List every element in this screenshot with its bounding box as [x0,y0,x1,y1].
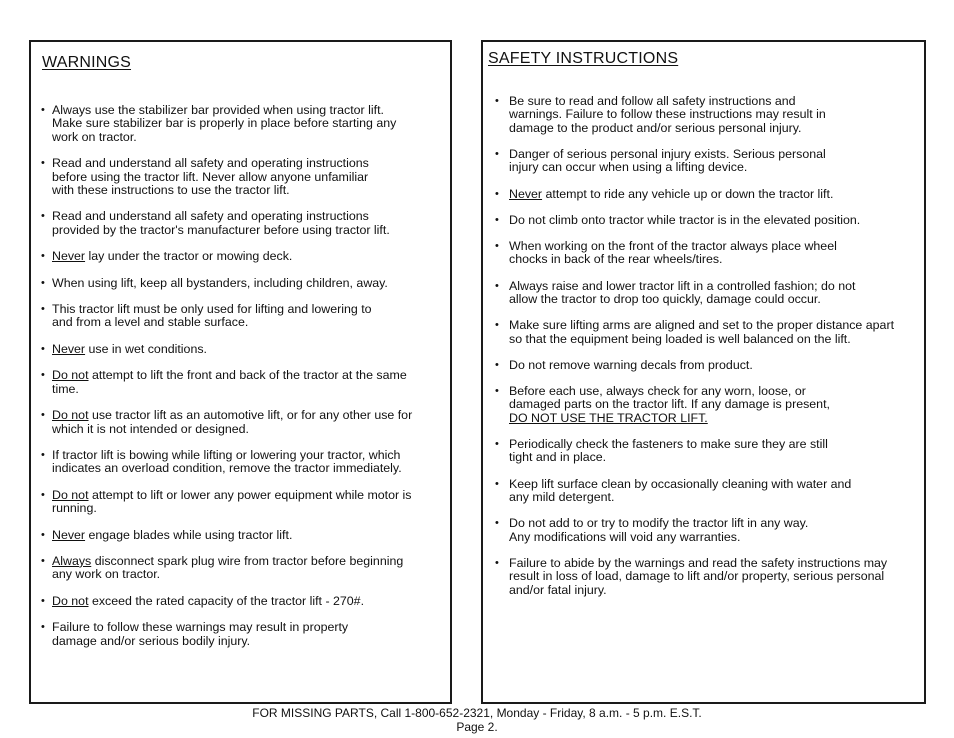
warning-item [41,303,444,330]
safety-instruction-item [495,240,920,267]
warning-item [41,250,444,263]
emphasis-lead: Never [52,341,86,356]
emphasis-lead: Never [52,249,86,264]
item-text: attempt to lift or lower any power equipment while motor is running. [52,487,412,516]
item-text: disconnect spark plug wire from tractor before beginning any work on tractor. [52,553,404,582]
warning-item [41,449,444,476]
item-text: Failure to follow these warnings may result in property damage and/or serious bodily injury. [52,620,349,648]
safety-instructions-list [495,95,920,610]
item-text: Read and understand all safety and operating instructions provided by the tractor's manufacturer before using tractor lift. [52,209,390,237]
item-text: When working on the front of the tractor always place wheel chocks in back of the rear wheels/tires. [509,239,837,267]
item-text: Keep lift surface clean by occasionally cleaning with water and any mild detergent. [509,476,852,505]
warning-item [41,409,444,436]
page-number: Page 2. [456,719,498,734]
warning-item [41,529,444,542]
emphasis-tail: DO NOT USE THE TRACTOR LIFT. [509,410,708,425]
item-text: This tractor lift must be only used for lifting and lowering to and from a level and stable surface. [52,302,372,330]
missing-parts-contact: FOR MISSING PARTS, Call 1-800-652-2321, Monday - Friday, 8 a.m. - 5 p.m. E.S.T. [252,706,702,720]
warning-item [41,157,444,197]
item-text: If tractor lift is bowing while lifting or lowering your tractor, which indicates an overload condition, remove the tractor immediately. [52,447,402,476]
item-text: use tractor lift as an automotive lift, or for any other use for which it is not intended or designed. [52,408,413,436]
warning-item [41,621,444,648]
warnings-list [41,104,444,661]
safety-instruction-item [495,359,920,372]
item-text: Read and understand all safety and operating instructions before using the tractor lift. Never allow anyone unfamiliar with these instructions to use the tractor lift. [52,156,369,198]
item-text: use in wet conditions. [85,341,207,356]
item-text: Always use the stabilizer bar provided when using tractor lift. Make sure stabilizer bar is properly in place before starting any work on tractor. [52,103,397,144]
safety-instruction-item [495,478,920,505]
safety-instruction-item [495,214,920,227]
warning-item [41,343,444,356]
warning-item [41,489,444,516]
emphasis-lead: Do not [52,593,89,608]
warning-item [41,369,444,396]
page-footer [0,707,954,734]
item-text: Make sure lifting arms are aligned and set to the proper distance apart so that the equipment being loaded is well balanced on the lift. [509,318,895,346]
warning-item [41,210,444,237]
item-text: Do not add to or try to modify the tractor lift in any way. Any modifications will void any warranties. [509,516,809,544]
emphasis-lead: Always [52,553,92,568]
safety-instruction-item [495,188,920,201]
item-text: Do not remove warning decals from product. [509,357,753,372]
safety-instruction-item [495,319,920,346]
safety-instruction-item [495,280,920,307]
item-text: lay under the tractor or mowing deck. [85,249,293,264]
emphasis-lead: Do not [52,487,89,502]
emphasis-lead: Never [52,527,86,542]
item-text: Always raise and lower tractor lift in a controlled fashion; do not allow the tractor to drop too quickly, damage could occur. [509,278,856,307]
item-text: attempt to ride any vehicle up or down the tractor lift. [542,186,834,201]
item-text: Danger of serious personal injury exists. Serious personal injury can occur when using a lifting device. [509,147,826,175]
warning-item [41,595,444,608]
item-text: engage blades while using tractor lift. [85,527,293,542]
emphasis-lead: Never [509,186,543,201]
safety-instruction-item [495,95,920,135]
item-text: When using lift, keep all bystanders, including children, away. [52,275,388,290]
item-text: Be sure to read and follow all safety instructions and warnings. Failure to follow these instructions may result in damage to the product and/or serious personal injury. [509,94,826,135]
safety-instructions-title: SAFETY INSTRUCTIONS [488,50,679,67]
item-text: Periodically check the fasteners to make sure they are still tight and in place. [509,437,828,465]
safety-instructions-panel [481,40,926,704]
item-text: attempt to lift the front and back of the tractor at the same time. [52,368,407,396]
safety-instruction-item [495,385,920,425]
warning-item [41,104,444,144]
safety-instruction-item [495,557,920,597]
safety-instruction-item [495,517,920,544]
warning-item [41,555,444,582]
safety-instruction-item [495,438,920,465]
warnings-title: WARNINGS [42,54,132,71]
item-text: exceed the rated capacity of the tractor lift - 270#. [88,593,365,608]
emphasis-lead: Do not [52,408,89,423]
warnings-panel [29,40,452,704]
safety-instruction-item [495,148,920,175]
item-text: Do not climb onto tractor while tractor is in the elevated position. [509,212,861,227]
emphasis-lead: Do not [52,368,89,383]
item-text: Failure to abide by the warnings and read the safety instructions may result in loss of load, damage to lift and/or property, serious personal and/or fatal injury. [509,555,888,597]
item-text: Before each use, always check for any worn, loose, or damaged parts on the tractor lift. If any damage is present, [509,384,830,412]
warning-item [41,277,444,290]
